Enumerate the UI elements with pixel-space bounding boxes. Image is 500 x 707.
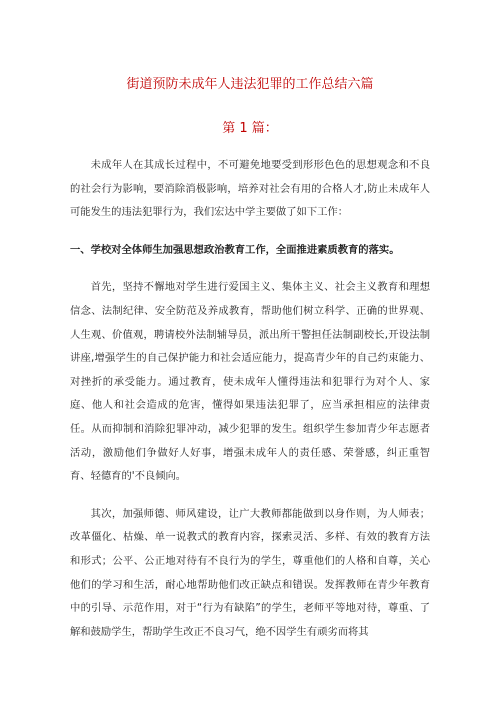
section-heading-1: 一、学校对全体师生加强思想政治教育工作，全面推进素质教育的落实。 (70, 243, 400, 256)
body-paragraph-2: 其次，加强师德、师风建设，让广大教师都能做到以身作则，为人师表；改革僵化、枯燥、单一说教式的教育内容，探索灵活、多样、有效的教育方法和形式；公平、公正地对待有不良行为的学生，尊重他们的人格和自尊，关心他们的学习和生活，耐心地帮助他们改正缺点和错误。发挥教师在青少年教育中的引导、示范作用，对于“行为有缺陷”的学生，老师平等地对待，尊重、了解和鼓励学生，帮助学生改正不良习气，绝不因学生有顽劣而将其 (70, 507, 430, 638)
intro-paragraph: 未成年人在其成长过程中，不可避免地要受到形形色色的思想观念和不良的社会行为影响，要消除消极影响，培养对社会有用的合格人才,防止未成年人可能发生的违法犯罪行为，我们宏达中学主要做了如下工作： (70, 159, 430, 219)
body-paragraph-1: 首先，坚持不懈地对学生进行爱国主义、集体主义、社会主义教育和理想信念、法制纪律、安全防范及养成教育，帮助他们树立科学、正确的世界观、人生观、价值观，聘请校外法制辅导员，派出所干警担任法制副校长,开设法制讲座,增强学生的自己保护能力和社会适应能力，提高青少年的自己约束能力、对挫折的承受能力。通过教育，使未成年人懂得违法和犯罪行为对个人、家庭、他人和社会造成的危害，懂得如果违法犯罪了，应当承担相应的法律责任。从而抑制和消除犯罪冲动，减少犯罪的发生。组织学生参加青少年志愿者活动，激励他们争做好人好事，增强未成年人的责任感、荣誉感，纠正重智育、轻德育的'不良倾向。 (70, 281, 430, 483)
section-title: 第 1 篇： (222, 121, 278, 136)
document-title: 街道预防未成年人违法犯罪的工作总结六篇 (126, 77, 374, 92)
